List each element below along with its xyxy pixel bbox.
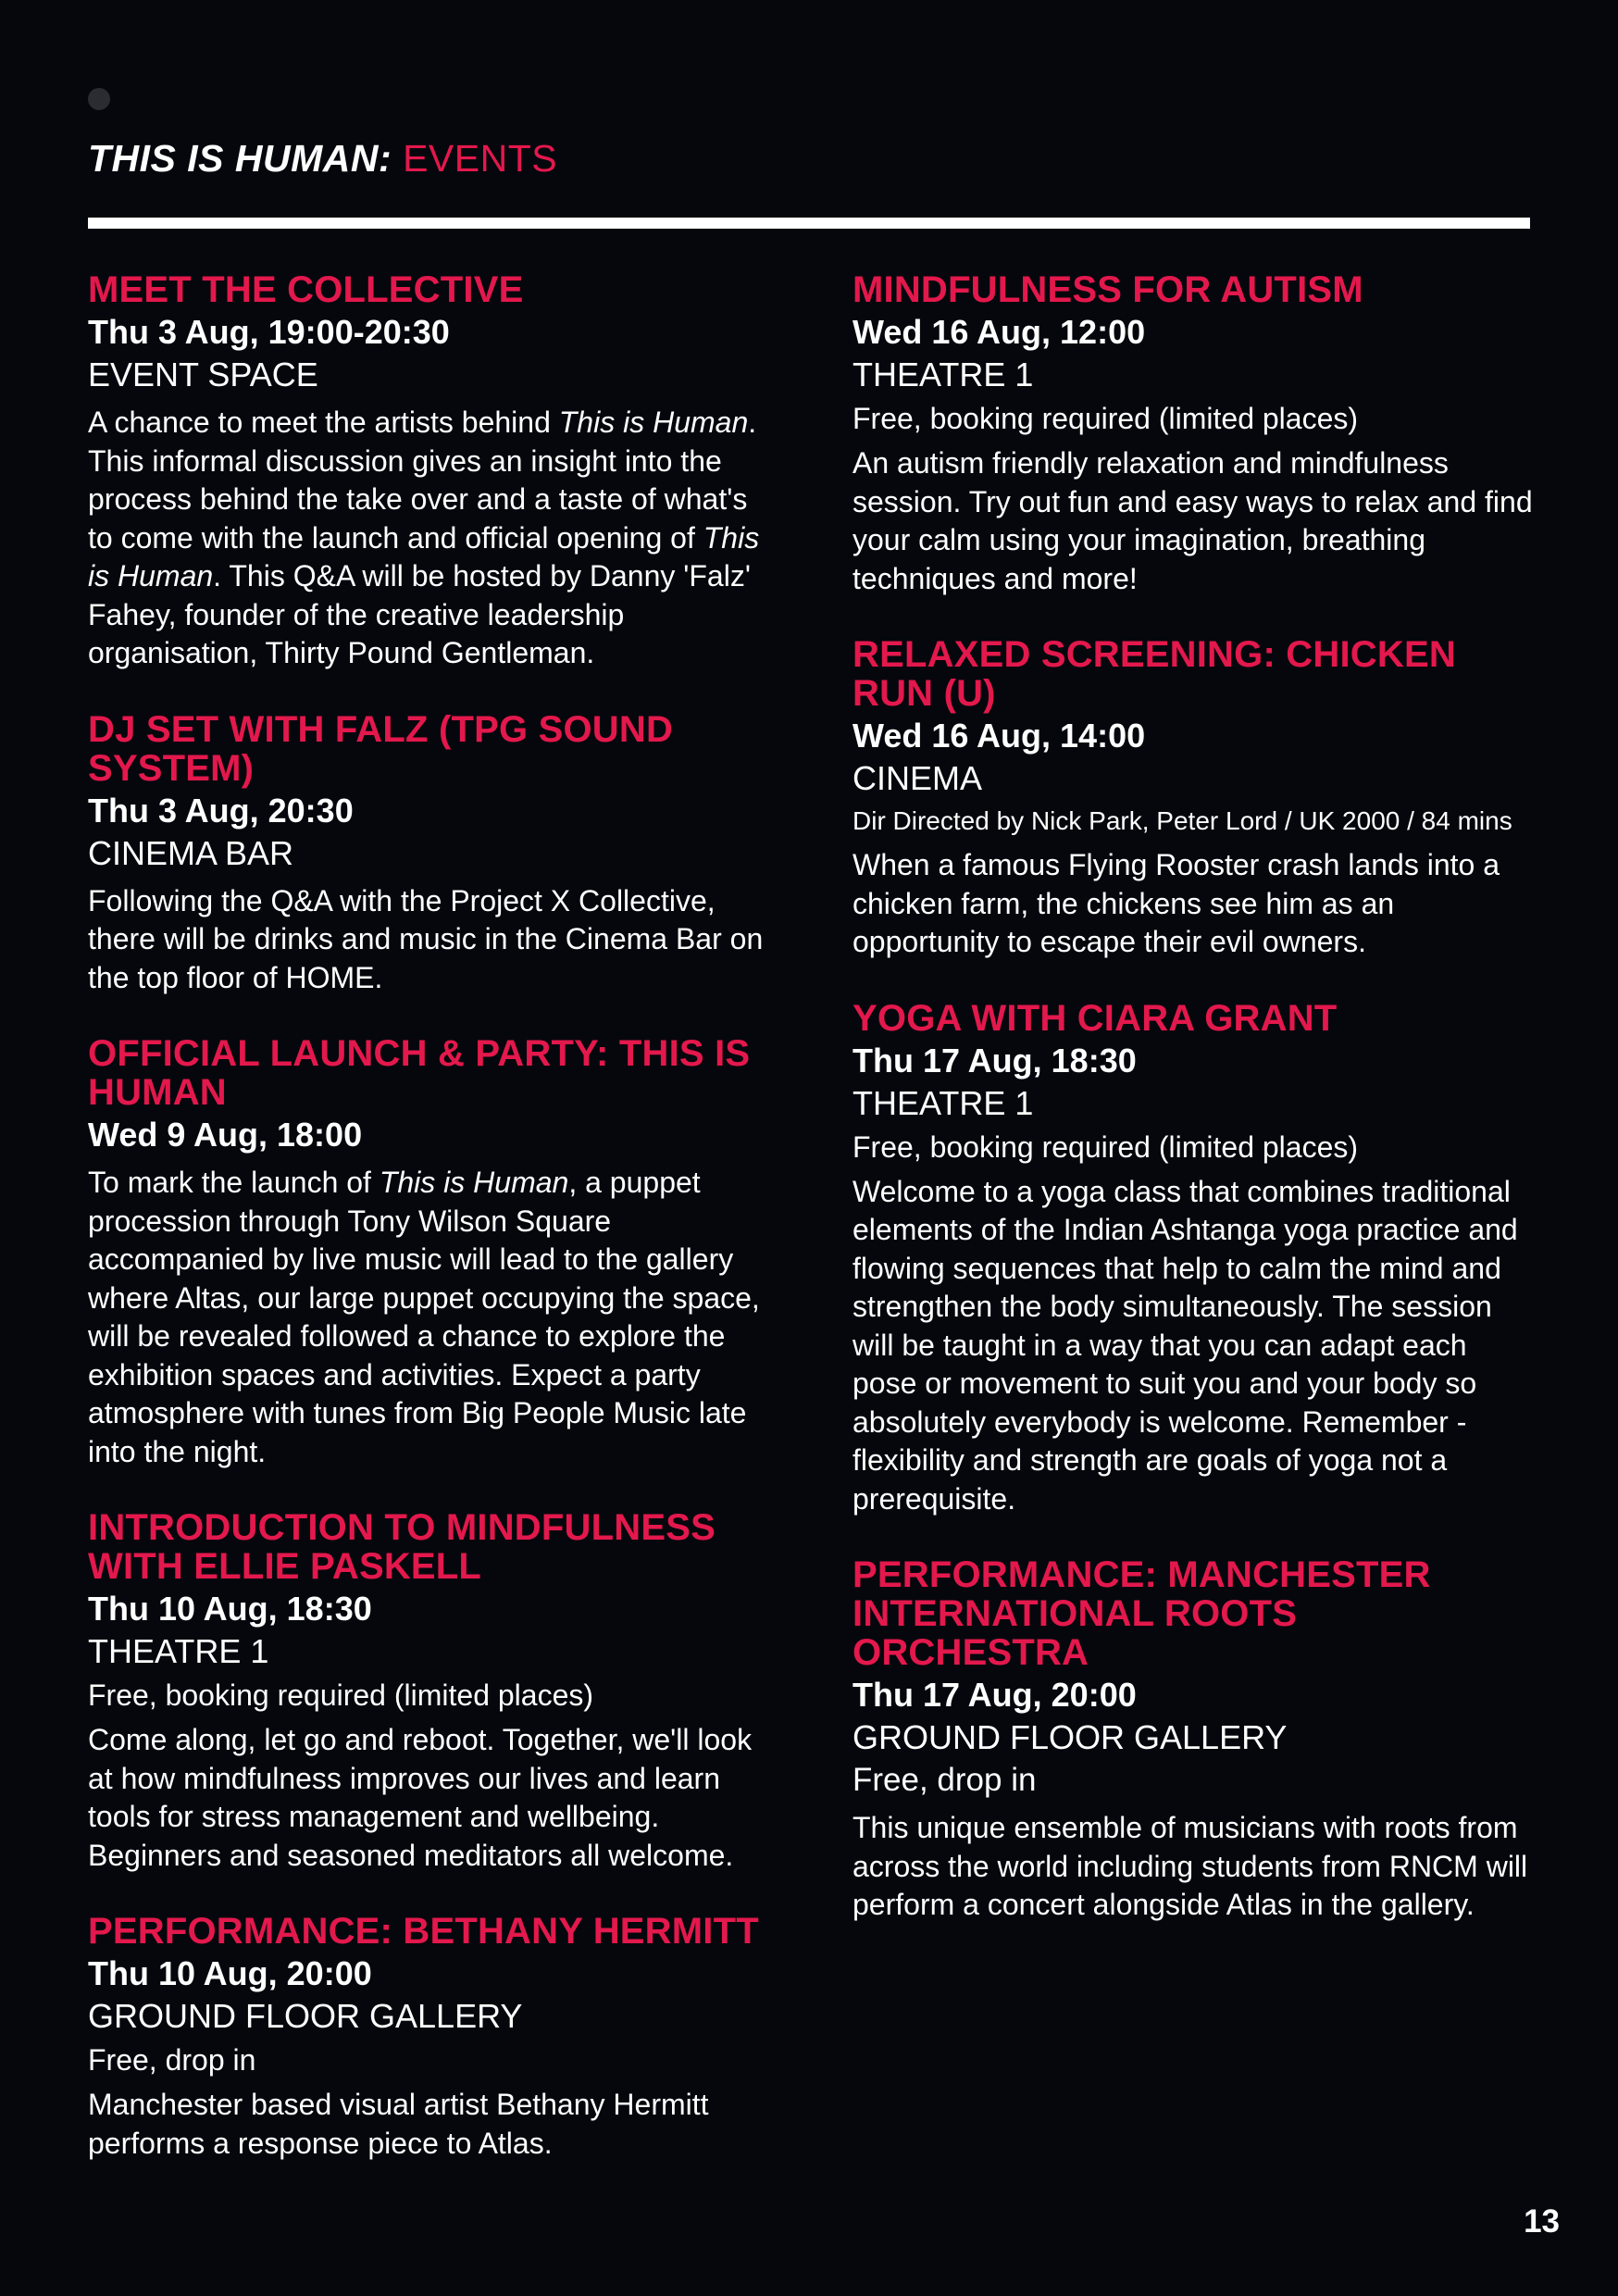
event-chicken-run	[853, 635, 1537, 962]
event-booking-note: Free, booking required (limited places)	[853, 1129, 1359, 1164]
heading-title-part1: THIS IS HUMAN:	[88, 137, 392, 180]
event-venue: THEATRE 1	[853, 1083, 1034, 1122]
event-venue: EVENT SPACE	[88, 356, 318, 393]
event-title: DJ SET WITH FALZ (TPG SOUND SYSTEM)	[88, 708, 674, 789]
event-description: An autism friendly relaxation and mindfulness session. Try out fun and easy ways to relax and find your calm using your imagination, breathing techniques and more!	[853, 446, 1533, 595]
event-title: INTRODUCTION TO MINDFULNESS WITH ELLIE PASKELL	[88, 1507, 716, 1587]
heading-divider	[88, 218, 1530, 229]
event-yoga	[853, 999, 1537, 1519]
film-credit: Dir Directed by Nick Park, Peter Lord / UK 2000 / 84 mins	[853, 806, 1512, 835]
event-date: Thu 3 Aug, 19:00-20:30	[88, 313, 450, 351]
event-booking-note: Free, drop in	[853, 1762, 1037, 1798]
left-column	[88, 270, 768, 2200]
event-mindfulness-autism	[853, 270, 1537, 598]
event-roots-orchestra	[853, 1555, 1537, 1925]
event-date: Thu 3 Aug, 20:30	[88, 791, 354, 830]
event-venue: THEATRE 1	[88, 1632, 269, 1670]
event-title: RELAXED SCREENING: CHICKEN RUN (U)	[853, 634, 1456, 714]
event-description: When a famous Flying Rooster crash lands into a chicken farm, the chickens see him as an opportunity to escape their evil owners.	[853, 848, 1500, 958]
event-description: Come along, let go and reboot. Together, we'll look at how mindfulness improves our lives and learn tools for stress management and wellbeing. Beginners and seasoned meditators all welcome.	[88, 1723, 753, 1872]
event-title: MINDFULNESS FOR AUTISM	[853, 269, 1363, 310]
event-date: Thu 10 Aug, 18:30	[88, 1590, 372, 1628]
event-description: This unique ensemble of musicians with roots from across the world including students from RNCM will perform a concert alongside Atlas in the gallery.	[853, 1811, 1528, 1921]
event-date: Thu 17 Aug, 18:30	[853, 1041, 1137, 1079]
event-title: MEET THE COLLECTIVE	[88, 269, 524, 310]
event-date: Thu 17 Aug, 20:00	[853, 1676, 1137, 1714]
page-heading	[88, 137, 557, 181]
event-meet-the-collective	[88, 270, 768, 673]
event-date: Wed 16 Aug, 14:00	[853, 717, 1146, 755]
event-venue: GROUND FLOOR GALLERY	[853, 1718, 1288, 1756]
event-booking-note: Free, booking required (limited places)	[88, 1678, 594, 1712]
right-column	[853, 270, 1537, 1962]
event-bethany-hermitt	[88, 1912, 768, 2163]
event-description: A chance to meet the artists behind This is Human. This informal discussion gives an insight into the process behind the take over and a taste of what's to come with the launch and official opening of This is Human. This Q&A will be hosted by Danny 'Falz' Fahey, founder of the creative leadership organisation, Thirty Pound Gentleman.	[88, 406, 760, 669]
event-venue: THEATRE 1	[853, 356, 1034, 393]
event-date: Wed 16 Aug, 12:00	[853, 313, 1146, 351]
event-description: Following the Q&A with the Project X Collective, there will be drinks and music in the Cinema Bar on the top floor of HOME.	[88, 883, 764, 994]
page-number: 13	[1524, 2203, 1560, 2240]
event-venue: CINEMA BAR	[88, 833, 294, 872]
event-description: To mark the launch of This is Human, a puppet procession through Tony Wilson Square accompanied by live music will lead to the gallery where Altas, our large puppet occupying the space, will be revealed followed a chance to explore the exhibition spaces and activities. Expect a party atmosphere with tunes from Big People Music late into the night.	[88, 1166, 760, 1468]
event-title: PERFORMANCE: MANCHESTER INTERNATIONAL ROOTS ORCHESTRA	[853, 1554, 1431, 1673]
event-title: OFFICIAL LAUNCH & PARTY: THIS IS HUMAN	[88, 1033, 751, 1113]
event-booking-note: Free, booking required (limited places)	[853, 402, 1359, 435]
bullet-dot-decoration	[88, 88, 110, 110]
event-date: Thu 10 Aug, 20:00	[88, 1954, 372, 1992]
event-venue: CINEMA	[853, 759, 983, 797]
event-description: Manchester based visual artist Bethany Hermitt performs a response piece to Atlas.	[88, 2088, 709, 2160]
event-title: PERFORMANCE: BETHANY HERMITT	[88, 1911, 759, 1952]
event-date: Wed 9 Aug, 18:00	[88, 1116, 363, 1154]
event-official-launch	[88, 1034, 768, 1471]
heading-title-part2: EVENTS	[403, 137, 558, 180]
event-dj-set	[88, 710, 768, 998]
event-title: YOGA WITH CIARA GRANT	[853, 997, 1338, 1039]
event-intro-mindfulness	[88, 1508, 768, 1875]
event-venue: GROUND FLOOR GALLERY	[88, 1997, 523, 2035]
event-booking-note: Free, drop in	[88, 2043, 256, 2077]
event-description: Welcome to a yoga class that combines traditional elements of the Indian Ashtanga yoga practice and flowing sequences that help to calm the mind and strengthen the body simultaneously. The session will be taught in a way that you can adapt each pose or movement to suit you and your body so absolutely everybody is welcome. Remember - flexibility and strength are goals of yoga not a prerequisite.	[853, 1174, 1518, 1516]
